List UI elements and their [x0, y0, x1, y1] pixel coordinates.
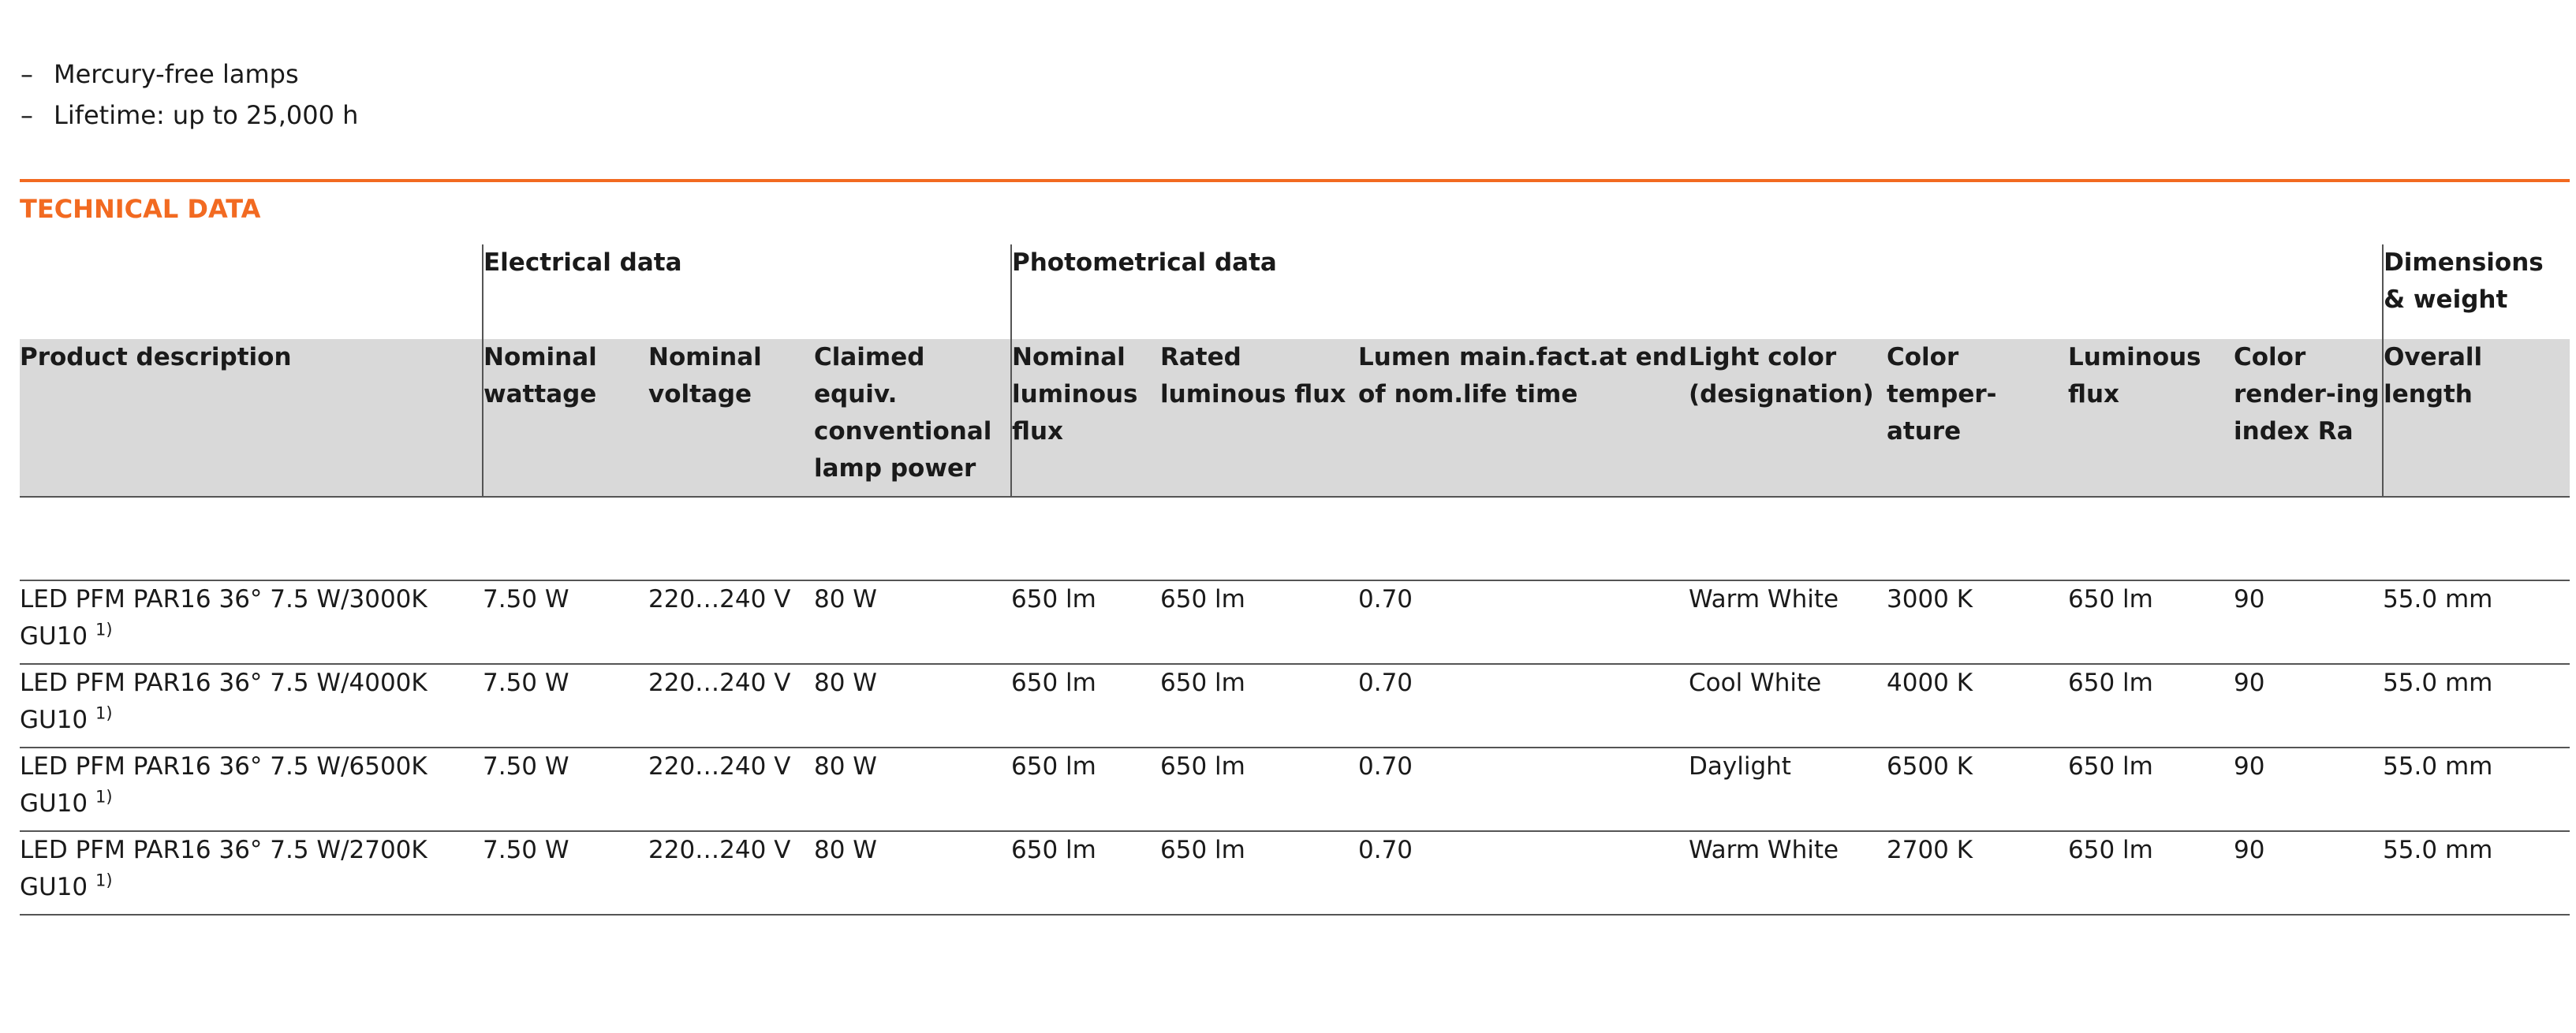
feature-text: Mercury-free lamps: [54, 59, 299, 89]
table-row: [20, 748, 2570, 831]
footnote-ref: 1): [95, 620, 113, 640]
technical-data-table: [20, 244, 2570, 916]
cell-product: LED PFM PAR16 36° 7.5 W/4000K GU10 $^{1)}$: [20, 664, 483, 748]
table-row: [20, 580, 2570, 664]
cell-cri: 90: [2234, 748, 2383, 831]
cell-overall-length: 55.0 mm: [2383, 748, 2570, 831]
cell-nominal-flux: 650 lm: [1011, 831, 1160, 915]
cell-equiv: 80 W: [814, 664, 1011, 748]
cell-product: LED PFM PAR16 36° 7.5 W/2700K GU10 $^{1)}$: [20, 831, 483, 915]
cell-light-color: Daylight: [1689, 748, 1887, 831]
table-row: [20, 831, 2570, 915]
feature-item: [21, 95, 358, 136]
cell-light-color: Cool White: [1689, 664, 1887, 748]
cell-lumen-maintenance: 0.70: [1358, 748, 1689, 831]
cell-color-temperature: 4000 K: [1887, 664, 2068, 748]
cell-rated-flux: 650 lm: [1160, 831, 1358, 915]
cell-color-temperature: 3000 K: [1887, 580, 2068, 664]
cell-lumen-maintenance: 0.70: [1358, 831, 1689, 915]
column-header-row: [20, 339, 2570, 497]
cell-wattage: 7.50 W: [483, 748, 648, 831]
cell-luminous-flux: 650 lm: [2068, 664, 2234, 748]
column-header-wattage: Nominal wattage: [483, 339, 648, 497]
column-header-lumen-maintenance: Lumen main.fact.at end of nom.life time: [1358, 339, 1689, 497]
cell-wattage: 7.50 W: [483, 580, 648, 664]
cell-wattage: 7.50 W: [483, 664, 648, 748]
group-header-electrical: Electrical data: [483, 244, 1011, 339]
footnote-ref: 1): [95, 787, 113, 807]
column-header-voltage: Nominal voltage: [648, 339, 814, 497]
cell-wattage: 7.50 W: [483, 831, 648, 915]
cell-lumen-maintenance: 0.70: [1358, 664, 1689, 748]
feature-item: [21, 54, 358, 95]
cell-luminous-flux: 650 lm: [2068, 831, 2234, 915]
cell-overall-length: 55.0 mm: [2383, 831, 2570, 915]
spacer-row: [20, 497, 2570, 580]
column-header-equiv: Claimed equiv. conventional lamp power: [814, 339, 1011, 497]
cell-rated-flux: 650 lm: [1160, 664, 1358, 748]
cell-luminous-flux: 650 lm: [2068, 580, 2234, 664]
feature-text: Lifetime: up to 25,000 h: [54, 100, 359, 130]
section-title: TECHNICAL DATA: [20, 194, 261, 224]
cell-luminous-flux: 650 lm: [2068, 748, 2234, 831]
cell-cri: 90: [2234, 580, 2383, 664]
table-row: [20, 664, 2570, 748]
group-header-photometrical: Photometrical data: [1011, 244, 2383, 339]
cell-color-temperature: 6500 K: [1887, 748, 2068, 831]
cell-voltage: 220…240 V: [648, 831, 814, 915]
column-header-cri: Color render-ing index Ra: [2234, 339, 2383, 497]
feature-list: [21, 54, 358, 136]
column-header-luminous-flux: Luminous flux: [2068, 339, 2234, 497]
cell-voltage: 220…240 V: [648, 580, 814, 664]
cell-color-temperature: 2700 K: [1887, 831, 2068, 915]
cell-nominal-flux: 650 lm: [1011, 748, 1160, 831]
cell-voltage: 220…240 V: [648, 664, 814, 748]
bullet-dash: –: [21, 59, 33, 89]
cell-nominal-flux: 650 lm: [1011, 664, 1160, 748]
cell-light-color: Warm White: [1689, 580, 1887, 664]
group-header-row: [20, 244, 2570, 339]
footnote-ref: 1): [95, 871, 113, 890]
cell-lumen-maintenance: 0.70: [1358, 580, 1689, 664]
cell-overall-length: 55.0 mm: [2383, 580, 2570, 664]
column-header-product: Product description: [20, 339, 483, 497]
cell-equiv: 80 W: [814, 748, 1011, 831]
bullet-dash: –: [21, 100, 33, 130]
cell-equiv: 80 W: [814, 580, 1011, 664]
footnote-ref: 1): [95, 703, 113, 723]
cell-nominal-flux: 650 lm: [1011, 580, 1160, 664]
column-header-nominal-flux: Nominal luminous flux: [1011, 339, 1160, 497]
cell-light-color: Warm White: [1689, 831, 1887, 915]
column-header-rated-flux: Rated luminous flux: [1160, 339, 1358, 497]
cell-cri: 90: [2234, 831, 2383, 915]
cell-rated-flux: 650 lm: [1160, 580, 1358, 664]
column-header-overall-length: Overall length: [2383, 339, 2570, 497]
group-header-empty: [20, 244, 483, 339]
section-divider: [20, 179, 2570, 182]
cell-product: LED PFM PAR16 36° 7.5 W/6500K GU10 $^{1)}$: [20, 748, 483, 831]
cell-overall-length: 55.0 mm: [2383, 664, 2570, 748]
cell-product: LED PFM PAR16 36° 7.5 W/3000K GU10 $^{1)}$: [20, 580, 483, 664]
group-header-dimensions: Dimensions & weight: [2383, 244, 2570, 339]
cell-rated-flux: 650 lm: [1160, 748, 1358, 831]
column-header-color-temperature: Color temper-ature: [1887, 339, 2068, 497]
cell-cri: 90: [2234, 664, 2383, 748]
cell-equiv: 80 W: [814, 831, 1011, 915]
cell-voltage: 220…240 V: [648, 748, 814, 831]
column-header-light-color: Light color (designation): [1689, 339, 1887, 497]
